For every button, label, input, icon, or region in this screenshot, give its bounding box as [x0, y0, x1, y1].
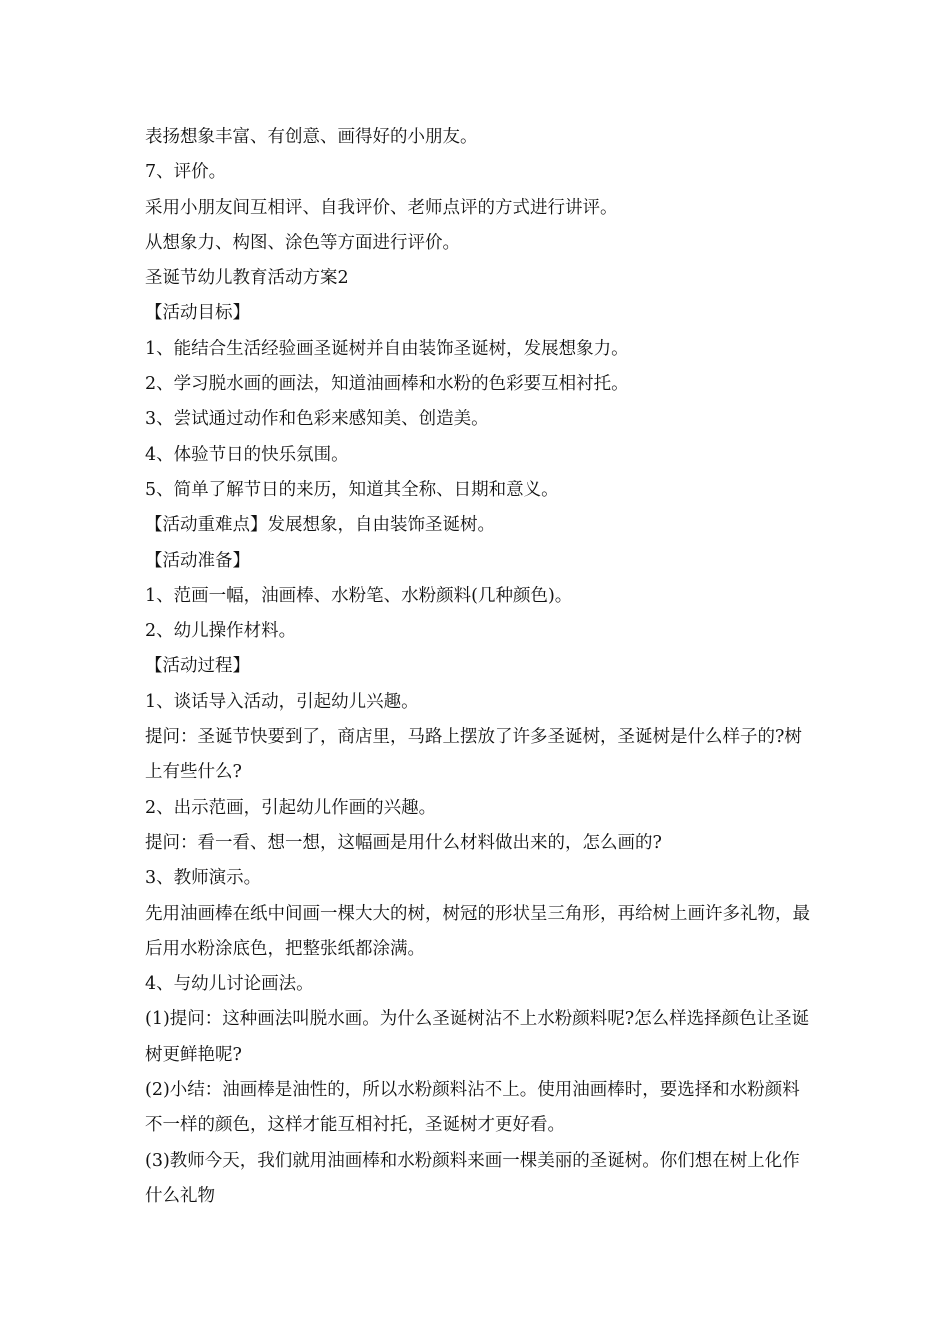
section-heading: 【活动准备】 [145, 550, 250, 571]
paragraph: 4、与幼儿讨论画法。 [145, 974, 314, 995]
section-heading: 【活动目标】 [145, 303, 250, 324]
paragraph: 7、评价。 [145, 162, 227, 183]
document-body [145, 120, 810, 1214]
paragraph: 从想象力、构图、涂色等方面进行评价。 [145, 232, 460, 253]
paragraph: 4、体验节日的快乐氛围。 [145, 444, 349, 465]
paragraph: 表扬想象丰富、有创意、画得好的小朋友。 [145, 127, 478, 147]
paragraph: 提问：看一看、想一想，这幅画是用什么材料做出来的，怎么画的? [145, 832, 662, 853]
paragraph: 2、幼儿操作材料。 [145, 621, 297, 642]
paragraph: 提问：圣诞节快要到了，商店里，马路上摆放了许多圣诞树，圣诞树是什么样子的?树上有些什么? [145, 727, 802, 783]
paragraph: 1、谈话导入活动，引起幼儿兴趣。 [145, 691, 419, 712]
section-heading: 【活动过程】 [145, 656, 250, 677]
paragraph: 采用小朋友间互相评、自我评价、老师点评的方式进行讲评。 [145, 197, 618, 218]
section-heading: 【活动重难点】发展想象，自由装饰圣诞树。 [145, 515, 495, 536]
paragraph: 1、范画一幅，油画棒、水粉笔、水粉颜料(几种颜色)。 [145, 585, 573, 606]
paragraph: 1、能结合生活经验画圣诞树并自由装饰圣诞树，发展想象力。 [145, 338, 629, 359]
paragraph: 5、简单了解节日的来历，知道其全称、日期和意义。 [145, 479, 559, 500]
paragraph: (3)教师今天，我们就用油画棒和水粉颜料来画一棵美丽的圣诞树。你们想在树上化作什么礼物 [145, 1150, 800, 1206]
paragraph: (2)小结：油画棒是油性的，所以水粉颜料沾不上。使用油画棒时，要选择和水粉颜料不一样的颜色，这样才能互相衬托，圣诞树才更好看。 [145, 1080, 800, 1136]
paragraph: 先用油画棒在纸中间画一棵大大的树，树冠的形状呈三角形，再给树上画许多礼物，最后用水粉涂底色，把整张纸都涂满。 [145, 903, 810, 959]
paragraph: 3、教师演示。 [145, 868, 262, 889]
paragraph: (1)提问：这种画法叫脱水画。为什么圣诞树沾不上水粉颜料呢?怎么样选择颜色让圣诞树更鲜艳呢? [145, 1009, 810, 1065]
paragraph: 2、学习脱水画的画法，知道油画棒和水粉的色彩要互相衬托。 [145, 374, 629, 395]
paragraph: 3、尝试通过动作和色彩来感知美、创造美。 [145, 409, 489, 430]
paragraph: 2、出示范画，引起幼儿作画的兴趣。 [145, 797, 437, 818]
section-title: 圣诞节幼儿教育活动方案2 [145, 268, 349, 289]
